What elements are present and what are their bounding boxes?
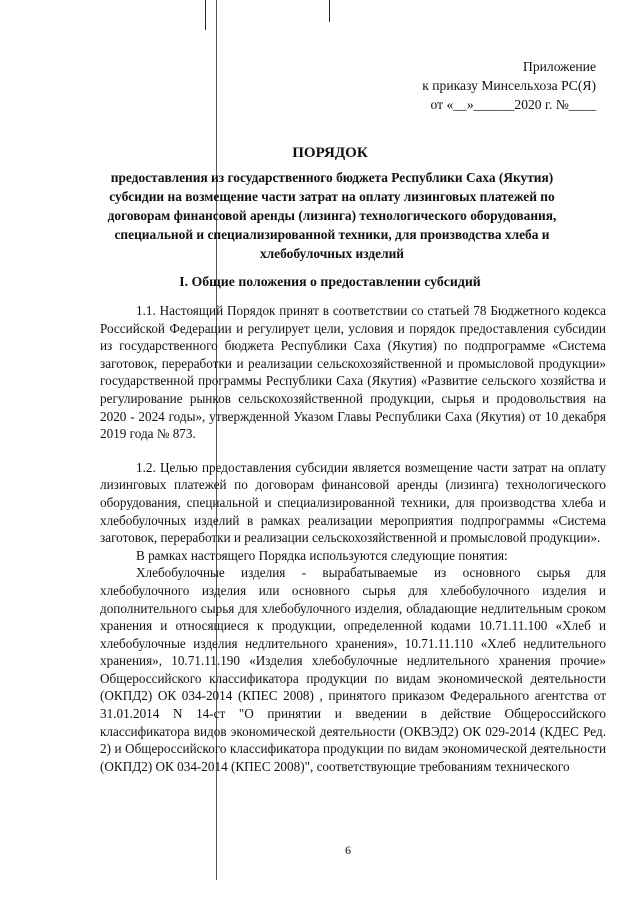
header-line-2: к приказу Минсельхоза РС(Я) (422, 78, 596, 93)
scan-fold-line-top-right (329, 0, 330, 22)
document-body (100, 302, 606, 775)
paragraph-1-2: 1.2. Целью предоставления субсидии является возмещение части затрат на оплату лизинговых платежей по договорам финансовой аренды (лизинга) технологического оборудования, специальной и специализированной техники, для производства хлеба и хлебобулочных изделий в рамках реализации мероприятия подпрограммы «Система заготовок, переработки и реализации сельскохозяйственной и промысловой продукции». (100, 459, 606, 546)
document-title: ПОРЯДОК (292, 145, 368, 161)
paragraph-concepts: В рамках настоящего Порядка используются следующие понятия: (136, 547, 508, 563)
header-line-3: от «__»______2020 г. №____ (430, 97, 596, 112)
approval-header (422, 57, 596, 114)
paragraph-1-1: 1.1. Настоящий Порядок принят в соответствии со статьей 78 Бюджетного кодекса Российской Федерации и регулирует цели, условия и порядок предоставления субсидии из государственного бюджета Республики Саха (Якутия) по подпрограмме «Система заготовок, переработки и реализации сельскохозяйственной и промысловой продукции» государственной программы Республики Саха (Якутия) «Развитие сельского хозяйства и регулирование рынков сельскохозяйственной продукции, сырья и продовольствия на 2020 - 2024 годы», утвержденной Указом Главы Республики Саха (Якутия) от 10 декабря 2019 года № 873. (100, 303, 606, 442)
document-subtitle: предоставления из государственного бюджета Республики Саха (Якутия) субсидии на возмещение части затрат на оплату лизинговых платежей по договорам финансовой аренды (лизинга) технологического оборудования, специальной и специализированной техники, для производства хлеба и хлебобулочных изделий (107, 170, 557, 261)
scan-fold-line-top-left (205, 0, 206, 30)
page-number: 6 (345, 843, 351, 857)
header-line-1: Приложение (523, 59, 596, 74)
paragraph-definition: Хлебобулочные изделия - вырабатываемые из основного сырья для хлебобулочного изделия или основного сырья для хлебобулочного изделия и дополнительного сырья для хлебобулочного изделия, обладающие недлительным сроком хранения и относящиеся к продукции, определенной кодами 10.71.11.100 «Хлеб и хлебобулочные изделия недлительного хранения», 10.71.11.110 «Хлеб недлительного хранения», 10.71.11.190 «Изделия хлебобулочные недлительного хранения прочие» Общероссийского классификатора продукции по видам экономической деятельности (ОКПД2) ОК 034-2014 (КПЕС 2008) , принятого приказом Федерального агентства от 31.01.2014 N 14-ст "О принятии и введении в действие Общероссийского классификатора видов экономической деятельности (ОКВЭД2) ОК 029-2014 (КДЕС Ред. 2) и Общероссийского классификатора продукции по видам экономической деятельности (ОКПД2) ОК 034-2014 (КПЕС 2008)", соответствующие требованиям технического (100, 565, 606, 774)
section-heading: I. Общие положения о предоставлении субсидий (179, 274, 481, 289)
